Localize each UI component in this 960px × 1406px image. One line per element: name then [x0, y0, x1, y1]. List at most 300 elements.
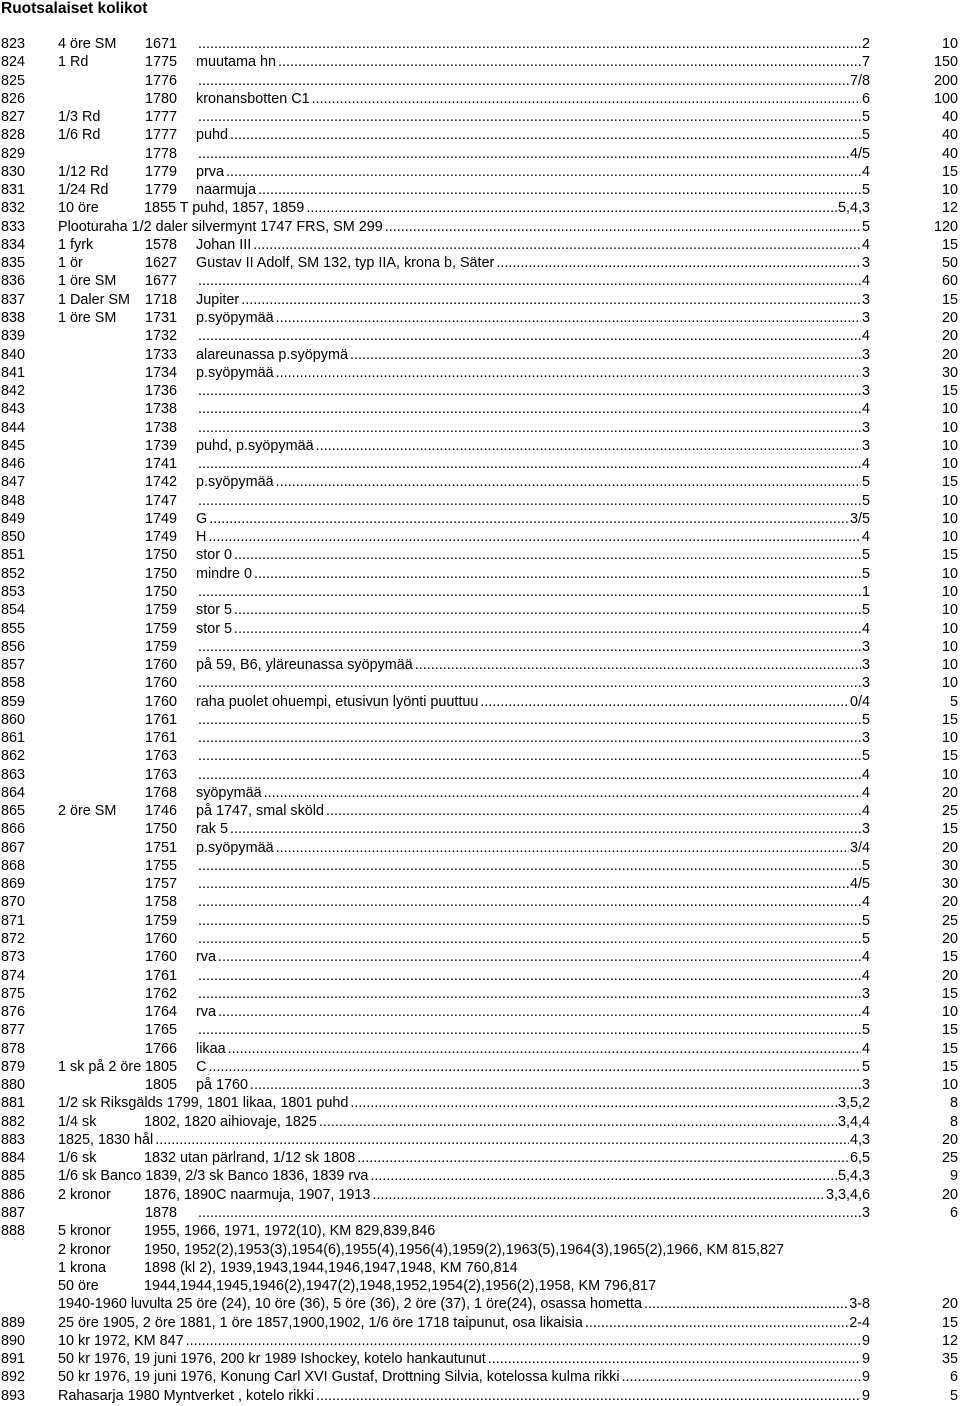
item-number: 847 [1, 474, 26, 491]
item-number: 852 [1, 565, 26, 582]
item-details [58, 1149, 960, 1167]
item-price: 15 [941, 711, 958, 728]
list-item [0, 948, 960, 966]
dot-leader [274, 364, 861, 382]
list-item [0, 839, 960, 857]
item-details [58, 620, 960, 638]
item-year: 1760 [145, 693, 178, 710]
item-denomination: 50 öre [58, 1278, 99, 1295]
item-condition: 3 [861, 730, 870, 747]
item-year: 1779 [145, 182, 178, 199]
item-condition: 3 [861, 309, 870, 326]
dot-leader [196, 711, 861, 729]
list-item [0, 1058, 960, 1076]
list-item [0, 346, 960, 364]
item-leader-line [196, 747, 870, 765]
item-year: 1777 [145, 109, 178, 126]
item-number: 872 [1, 931, 26, 948]
dot-leader [413, 656, 861, 674]
list-item [0, 236, 960, 254]
item-description: syöpymää [196, 784, 262, 801]
item-price: 10 [941, 529, 958, 546]
item-details [58, 218, 960, 236]
item-leader-line [196, 163, 870, 181]
dot-leader [226, 1040, 861, 1058]
item-condition: 1 [861, 583, 870, 600]
dot-leader [478, 693, 849, 711]
item-number: 836 [1, 273, 26, 290]
item-leader-line [196, 327, 870, 345]
item-leader-line [144, 1149, 870, 1167]
list-item [0, 1149, 960, 1167]
dot-leader [314, 437, 861, 455]
item-details [58, 1332, 960, 1350]
dot-leader [232, 620, 861, 638]
item-leader-line [196, 766, 870, 784]
item-leader-line [196, 839, 870, 857]
item-denomination: 2 öre SM [58, 803, 117, 820]
item-year: 1766 [145, 1040, 178, 1057]
item-price: 30 [941, 876, 958, 893]
item-details [58, 1076, 960, 1094]
list-item [0, 1040, 960, 1058]
item-year: 1627 [145, 255, 178, 272]
item-condition: 3 [861, 419, 870, 436]
item-details [58, 1040, 960, 1058]
item-year: 1758 [145, 894, 178, 911]
item-number: 825 [1, 72, 26, 89]
list-item [0, 1241, 960, 1259]
item-year: 1760 [145, 949, 178, 966]
item-year: 1757 [145, 876, 178, 893]
item-number: 848 [1, 492, 26, 509]
list-item [0, 419, 960, 437]
list-item [0, 1113, 960, 1131]
item-price: 10 [941, 766, 958, 783]
item-year: 1747 [145, 492, 178, 509]
dot-leader [216, 1003, 861, 1021]
item-price: 20 [941, 839, 958, 856]
item-number: 840 [1, 346, 26, 363]
dot-leader [274, 473, 861, 491]
item-leader-line [196, 437, 870, 455]
item-number: 839 [1, 328, 26, 345]
item-description: G [196, 510, 208, 527]
dot-leader [251, 236, 861, 254]
item-year: 1777 [145, 127, 178, 144]
list-item [0, 163, 960, 181]
item-number: 828 [1, 127, 26, 144]
item-description: 1950, 1952(2),1953(3),1954(6),1955(4),1956(4),1959(2),1963(5),1964(3),1965(2),1966, KM 815,827 [144, 1241, 785, 1258]
item-leader-line [196, 729, 870, 747]
list-item [0, 565, 960, 583]
dot-leader [196, 638, 861, 656]
item-leader-line [144, 1113, 870, 1131]
item-year: 1746 [145, 803, 178, 820]
list-item [0, 693, 960, 711]
list-item [0, 327, 960, 345]
dot-leader [248, 1076, 861, 1094]
item-condition: 9 [861, 1387, 870, 1404]
item-year: 1749 [145, 510, 178, 527]
item-number: 824 [1, 54, 26, 71]
item-description: rva [196, 949, 216, 966]
item-year: 1750 [145, 547, 178, 564]
item-leader-line [196, 893, 870, 911]
item-condition: 4 [861, 401, 870, 418]
item-leader-line [196, 108, 870, 126]
item-leader-line [196, 565, 870, 583]
item-price: 5 [949, 693, 958, 710]
dot-leader [196, 893, 861, 911]
item-price: 100 [933, 90, 958, 107]
item-price: 120 [933, 218, 958, 235]
item-details [58, 1167, 960, 1185]
item-details [58, 893, 960, 911]
list-item [0, 802, 960, 820]
page-title: Ruotsalaiset kolikot [1, 0, 148, 17]
item-details [58, 729, 960, 747]
item-details [58, 930, 960, 948]
item-price: 15 [941, 383, 958, 400]
list-item [0, 473, 960, 491]
item-number: 880 [1, 1077, 26, 1094]
item-number: 883 [1, 1131, 26, 1148]
item-price: 15 [941, 1314, 958, 1331]
item-description: likaa [196, 1040, 226, 1057]
dot-leader [196, 857, 861, 875]
item-leader-line [196, 1058, 870, 1076]
item-price: 10 [941, 730, 958, 747]
item-price: 10 [941, 182, 958, 199]
item-price: 6 [949, 1369, 958, 1386]
list-item [0, 108, 960, 126]
item-year: 1760 [145, 657, 178, 674]
item-condition: 5 [861, 912, 870, 929]
item-denomination: 1 Daler SM [58, 291, 130, 308]
dot-leader [196, 766, 861, 784]
item-details [58, 254, 960, 272]
item-price: 20 [941, 967, 958, 984]
item-price: 30 [941, 364, 958, 381]
item-details [58, 108, 960, 126]
item-description: 1876, 1890C naarmuja, 1907, 1913 [144, 1186, 371, 1203]
item-details [58, 199, 960, 217]
item-number: 881 [1, 1095, 26, 1112]
item-number: 869 [1, 876, 26, 893]
item-year: 1750 [145, 565, 178, 582]
item-details [58, 455, 960, 473]
item-details [58, 693, 960, 711]
item-price: 10 [941, 510, 958, 527]
item-year: 1805 [145, 1077, 178, 1094]
item-year: 1671 [145, 36, 178, 52]
item-price: 150 [933, 54, 958, 71]
item-price: 15 [941, 163, 958, 180]
item-price: 15 [941, 474, 958, 491]
item-description: p.syöpymää [196, 474, 274, 491]
dot-leader [216, 948, 861, 966]
item-description: Johan III [196, 236, 252, 253]
item-condition: 2-4 [849, 1314, 870, 1331]
item-number: 890 [1, 1332, 26, 1349]
item-price: 20 [941, 894, 958, 911]
item-price: 10 [941, 675, 958, 692]
item-details [58, 711, 960, 729]
item-description: stor 0 [196, 547, 232, 564]
item-price: 10 [941, 583, 958, 600]
list-item [0, 1295, 960, 1313]
item-leader-line [196, 419, 870, 437]
dot-leader [196, 145, 849, 163]
item-price: 15 [941, 1040, 958, 1057]
item-condition: 3,3,4,6 [825, 1186, 870, 1203]
item-number: 826 [1, 90, 26, 107]
item-leader-line [196, 857, 870, 875]
item-leader-line [196, 510, 870, 528]
item-leader-line [196, 455, 870, 473]
item-description: H [196, 529, 207, 546]
item-condition: 4 [861, 1040, 870, 1057]
item-condition: 4 [861, 803, 870, 820]
list-item [0, 1277, 960, 1295]
item-number: 871 [1, 912, 26, 929]
item-number: 849 [1, 510, 26, 527]
list-item [0, 90, 960, 108]
item-number: 845 [1, 437, 26, 454]
item-leader-line [196, 930, 870, 948]
list-item [0, 1021, 960, 1039]
dot-leader [232, 601, 861, 619]
item-details [58, 820, 960, 838]
item-condition: 4,3 [849, 1131, 870, 1148]
item-leader-line [196, 473, 870, 491]
list-item [0, 254, 960, 272]
list-item [0, 1186, 960, 1204]
item-condition: 4 [861, 529, 870, 546]
item-leader-line [196, 1076, 870, 1094]
item-price: 12 [941, 200, 958, 217]
item-condition: 5 [861, 218, 870, 235]
item-details [58, 747, 960, 765]
item-condition: 4 [861, 949, 870, 966]
item-leader-line [196, 364, 870, 382]
item-condition: 3 [861, 291, 870, 308]
list-item [0, 1368, 960, 1386]
item-leader-line [196, 181, 870, 199]
list-item [0, 656, 960, 674]
item-description: p.syöpymää [196, 364, 274, 381]
list-item [0, 1259, 960, 1277]
list-item [0, 126, 960, 144]
dot-leader [370, 1186, 825, 1204]
item-denomination: 1/24 Rd [58, 182, 109, 199]
item-leader-line [196, 53, 870, 71]
item-price: 8 [949, 1113, 958, 1130]
dot-leader [486, 1350, 861, 1368]
item-number: 879 [1, 1058, 26, 1075]
item-price: 10 [941, 602, 958, 619]
list-item [0, 35, 960, 53]
item-description: alareunassa p.syöpymä [196, 346, 348, 363]
item-leader-line [196, 254, 870, 272]
list-item [0, 510, 960, 528]
item-condition: 4 [861, 328, 870, 345]
item-year: 1780 [145, 90, 178, 107]
dot-leader [207, 510, 849, 528]
list-item [0, 492, 960, 510]
dot-leader [252, 565, 861, 583]
item-leader-line [196, 492, 870, 510]
list-item [0, 53, 960, 71]
item-condition: 3/5 [849, 510, 870, 527]
item-leader-line [196, 346, 870, 364]
item-leader-line [144, 199, 870, 217]
item-leader-line [196, 272, 870, 290]
item-year: 1733 [145, 346, 178, 363]
dot-leader [184, 1332, 861, 1350]
dot-leader [196, 729, 861, 747]
item-details [58, 546, 960, 564]
item-price: 10 [941, 456, 958, 473]
item-description: rva [196, 1004, 216, 1021]
item-denomination: 5 kronor [58, 1223, 111, 1240]
item-number: 865 [1, 803, 26, 820]
list-item [0, 1131, 960, 1149]
item-description: rak 5 [196, 821, 228, 838]
item-price: 20 [941, 1296, 958, 1313]
item-number: 892 [1, 1369, 26, 1386]
item-details [58, 419, 960, 437]
item-year: 1768 [145, 784, 178, 801]
item-condition: 0/4 [849, 693, 870, 710]
item-description: Plooturaha 1/2 daler silvermynt 1747 FRS, SM 299 [58, 218, 383, 235]
item-details [58, 53, 960, 71]
item-description: C [196, 1058, 207, 1075]
dot-leader [196, 985, 861, 1003]
item-description: prva [196, 163, 224, 180]
dot-leader [314, 1387, 861, 1405]
item-year: 1779 [145, 163, 178, 180]
item-leader-line [58, 1167, 870, 1185]
item-number: 832 [1, 200, 26, 217]
item-price: 40 [941, 127, 958, 144]
item-number: 850 [1, 529, 26, 546]
item-details [58, 857, 960, 875]
item-condition: 7/8 [849, 72, 870, 89]
item-condition: 5 [861, 565, 870, 582]
dot-leader [274, 839, 849, 857]
item-price: 30 [941, 857, 958, 874]
item-leader-line [196, 1040, 870, 1058]
item-year: 1578 [145, 236, 178, 253]
item-details [58, 656, 960, 674]
item-leader-line [196, 802, 870, 820]
dot-leader [262, 784, 861, 802]
item-number: 854 [1, 602, 26, 619]
dot-leader [232, 546, 861, 564]
list-item [0, 601, 960, 619]
item-year: 1736 [145, 383, 178, 400]
list-item [0, 1387, 960, 1405]
item-year: 1764 [145, 1004, 178, 1021]
item-leader-line [196, 90, 870, 108]
list-item [0, 875, 960, 893]
item-description: 1955, 1966, 1971, 1972(10), KM 829,839,846 [144, 1223, 436, 1240]
dot-leader [228, 126, 861, 144]
item-number: 835 [1, 255, 26, 272]
item-leader-line [196, 620, 870, 638]
dot-leader [196, 108, 861, 126]
item-details [58, 1204, 960, 1222]
item-price: 10 [941, 419, 958, 436]
list-item [0, 729, 960, 747]
item-condition: 3 [861, 821, 870, 838]
item-number: 876 [1, 1004, 26, 1021]
item-denomination: 1/12 Rd [58, 163, 109, 180]
item-price: 10 [941, 1004, 958, 1021]
item-leader-line [196, 382, 870, 400]
item-condition: 5 [861, 931, 870, 948]
item-number: 827 [1, 109, 26, 126]
item-description: p.syöpymää [196, 309, 274, 326]
item-leader-line [196, 236, 870, 254]
list-item [0, 364, 960, 382]
item-number: 846 [1, 456, 26, 473]
list-item [0, 218, 960, 236]
item-details [58, 802, 960, 820]
item-price: 15 [941, 1022, 958, 1039]
item-details [58, 1222, 960, 1240]
item-details [58, 1113, 960, 1131]
dot-leader [196, 674, 861, 692]
list-item [0, 620, 960, 638]
item-condition: 3 [861, 638, 870, 655]
item-leader-line [196, 583, 870, 601]
item-number: 857 [1, 657, 26, 674]
item-description: 25 öre 1905, 2 öre 1881, 1 öre 1857,1900,1902, 1/6 öre 1718 taipunut, osa likaisia [58, 1314, 583, 1331]
item-year: 1718 [145, 291, 178, 308]
item-year: 1749 [145, 529, 178, 546]
item-condition: 3 [861, 657, 870, 674]
item-number: 842 [1, 383, 26, 400]
dot-leader [239, 291, 861, 309]
item-condition: 7 [861, 54, 870, 71]
item-condition: 4 [861, 236, 870, 253]
item-denomination: 2 kronor [58, 1186, 111, 1203]
item-description: 1/2 sk Riksgälds 1799, 1801 likaa, 1801 puhd [58, 1095, 349, 1112]
item-leader-line [196, 126, 870, 144]
item-number: 889 [1, 1314, 26, 1331]
item-price: 10 [941, 492, 958, 509]
item-description: puhd [196, 127, 229, 144]
item-leader-line [58, 1094, 870, 1112]
item-price: 20 [941, 1131, 958, 1148]
item-number: 831 [1, 182, 26, 199]
item-leader-line [58, 1332, 870, 1350]
item-year: 1775 [145, 54, 178, 71]
item-number: 858 [1, 675, 26, 692]
item-leader-line [196, 601, 870, 619]
item-description: 1/6 sk Banco 1839, 2/3 sk Banco 1836, 1839 rva [58, 1168, 369, 1185]
item-condition: 5 [861, 109, 870, 126]
item-description: 50 kr 1976, 19 juni 1976, Konung Carl XVI Gustaf, Drottning Silvia, kotelossa kulma rikki [58, 1369, 620, 1386]
item-price: 6 [949, 1205, 958, 1221]
item-details [58, 875, 960, 893]
item-condition: 9 [861, 1351, 870, 1368]
item-leader-line [196, 145, 870, 163]
item-details [58, 565, 960, 583]
